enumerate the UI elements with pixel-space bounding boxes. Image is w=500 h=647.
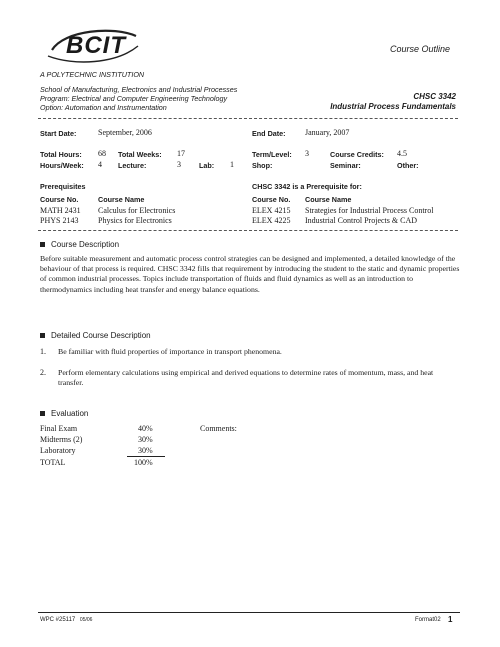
option-name: Option: Automation and Instrumentation bbox=[40, 103, 167, 112]
total-weeks-label: Total Weeks: bbox=[118, 150, 162, 159]
lab-value: 1 bbox=[230, 160, 234, 169]
section-bullet-icon bbox=[40, 411, 45, 416]
course-code: CHSC 3342 bbox=[413, 92, 456, 101]
divider bbox=[38, 118, 458, 119]
program-name: Program: Electrical and Computer Engineering Technology bbox=[40, 94, 228, 103]
total-underline bbox=[127, 456, 165, 457]
prereq-col-no: Course No. bbox=[40, 195, 79, 204]
total-hours-label: Total Hours: bbox=[40, 150, 82, 159]
bcit-logo bbox=[44, 24, 144, 68]
footer-code-text: WPC #25117 bbox=[40, 617, 76, 623]
evaluation-row-value: 100% bbox=[134, 458, 153, 467]
footer-code bbox=[40, 617, 92, 623]
comments-label: Comments: bbox=[200, 424, 237, 433]
end-date-label: End Date: bbox=[252, 129, 286, 138]
lecture-value: 3 bbox=[177, 160, 181, 169]
page-number: 1 bbox=[448, 615, 453, 624]
prereq-for-col-name: Course Name bbox=[305, 195, 352, 204]
detailed-description-title: Detailed Course Description bbox=[51, 331, 151, 340]
shop-label: Shop: bbox=[252, 161, 273, 170]
prereq-row-no: PHYS 2143 bbox=[40, 216, 79, 225]
course-description-title: Course Description bbox=[51, 240, 120, 249]
term-level-label: Term/Level: bbox=[252, 150, 292, 159]
course-description-text: Before suitable measurement and automatic process control strategies can be designed and implemented, a detailed knowledge of the behaviour of that process is required. CHSC 3342 fills that requirement by introducing the student to the static and dynamic properties of common industrial processes. Topics include transportation of fluids and fluid dynamics as well as an introduction to thermodynamics including heat transfer and energy balance equations. bbox=[40, 254, 460, 294]
footer-format: Format02 bbox=[415, 617, 441, 623]
prerequisites-title: Prerequisites bbox=[40, 182, 86, 191]
other-label: Other: bbox=[397, 161, 419, 170]
hours-week-label: Hours/Week: bbox=[40, 161, 84, 170]
evaluation-row-label: Laboratory bbox=[40, 446, 76, 455]
prereq-row-name: Physics for Electronics bbox=[98, 216, 172, 225]
evaluation-row-label: TOTAL bbox=[40, 458, 66, 467]
footer-rule bbox=[38, 612, 460, 613]
detail-item-text: Be familiar with fluid properties of importance in transport phenomena. bbox=[58, 347, 282, 356]
evaluation-row-value: 30% bbox=[138, 435, 153, 444]
lab-label: Lab: bbox=[199, 161, 215, 170]
detailed-description-heading bbox=[40, 331, 151, 340]
start-date-value: September, 2006 bbox=[98, 128, 152, 137]
prereq-col-name: Course Name bbox=[98, 195, 145, 204]
course-outline-label: Course Outline bbox=[390, 44, 451, 54]
prereq-for-col-no: Course No. bbox=[252, 195, 291, 204]
evaluation-row-label: Midterms (2) bbox=[40, 435, 83, 444]
detail-item-text: Perform elementary calculations using empirical and derived equations to determine rates of momentum, mass, and heat transfer. bbox=[58, 368, 434, 388]
school-name: School of Manufacturing, Electronics and Industrial Processes bbox=[40, 85, 238, 94]
end-date-value: January, 2007 bbox=[305, 128, 350, 137]
course-credits-label: Course Credits: bbox=[330, 150, 384, 159]
start-date-label: Start Date: bbox=[40, 129, 77, 138]
total-hours-value: 68 bbox=[98, 149, 106, 158]
divider bbox=[38, 230, 458, 231]
evaluation-row-label: Final Exam bbox=[40, 424, 78, 433]
prereq-row-name: Calculus for Electronics bbox=[98, 206, 176, 215]
course-title: Industrial Process Fundamentals bbox=[330, 102, 456, 111]
course-description-heading bbox=[40, 240, 119, 249]
prereq-for-row-no: ELEX 4225 bbox=[252, 216, 291, 225]
evaluation-row-value: 40% bbox=[138, 424, 153, 433]
prereq-for-row-name: Industrial Control Projects & CAD bbox=[305, 216, 417, 225]
prereq-for-title: CHSC 3342 is a Prerequisite for: bbox=[252, 182, 362, 191]
evaluation-heading bbox=[40, 409, 88, 418]
seminar-label: Seminar: bbox=[330, 161, 361, 170]
term-level-value: 3 bbox=[305, 149, 309, 158]
polytechnic-tagline: A POLYTECHNIC INSTITUTION bbox=[40, 70, 145, 79]
detail-item-number: 1. bbox=[40, 347, 46, 356]
evaluation-row-value: 30% bbox=[138, 446, 153, 455]
course-credits-value: 4.5 bbox=[397, 149, 407, 158]
prereq-for-row-name: Strategies for Industrial Process Control bbox=[305, 206, 434, 215]
detail-item-number: 2. bbox=[40, 368, 46, 377]
prereq-row-no: MATH 2431 bbox=[40, 206, 81, 215]
evaluation-title: Evaluation bbox=[51, 409, 89, 418]
footer-code-suffix: 05/06 bbox=[79, 617, 93, 623]
lecture-label: Lecture: bbox=[118, 161, 147, 170]
section-bullet-icon bbox=[40, 242, 45, 247]
hours-week-value: 4 bbox=[98, 160, 102, 169]
total-weeks-value: 17 bbox=[177, 149, 185, 158]
section-bullet-icon bbox=[40, 333, 45, 338]
prereq-for-row-no: ELEX 4215 bbox=[252, 206, 291, 215]
logo-text: BCIT bbox=[66, 32, 126, 59]
